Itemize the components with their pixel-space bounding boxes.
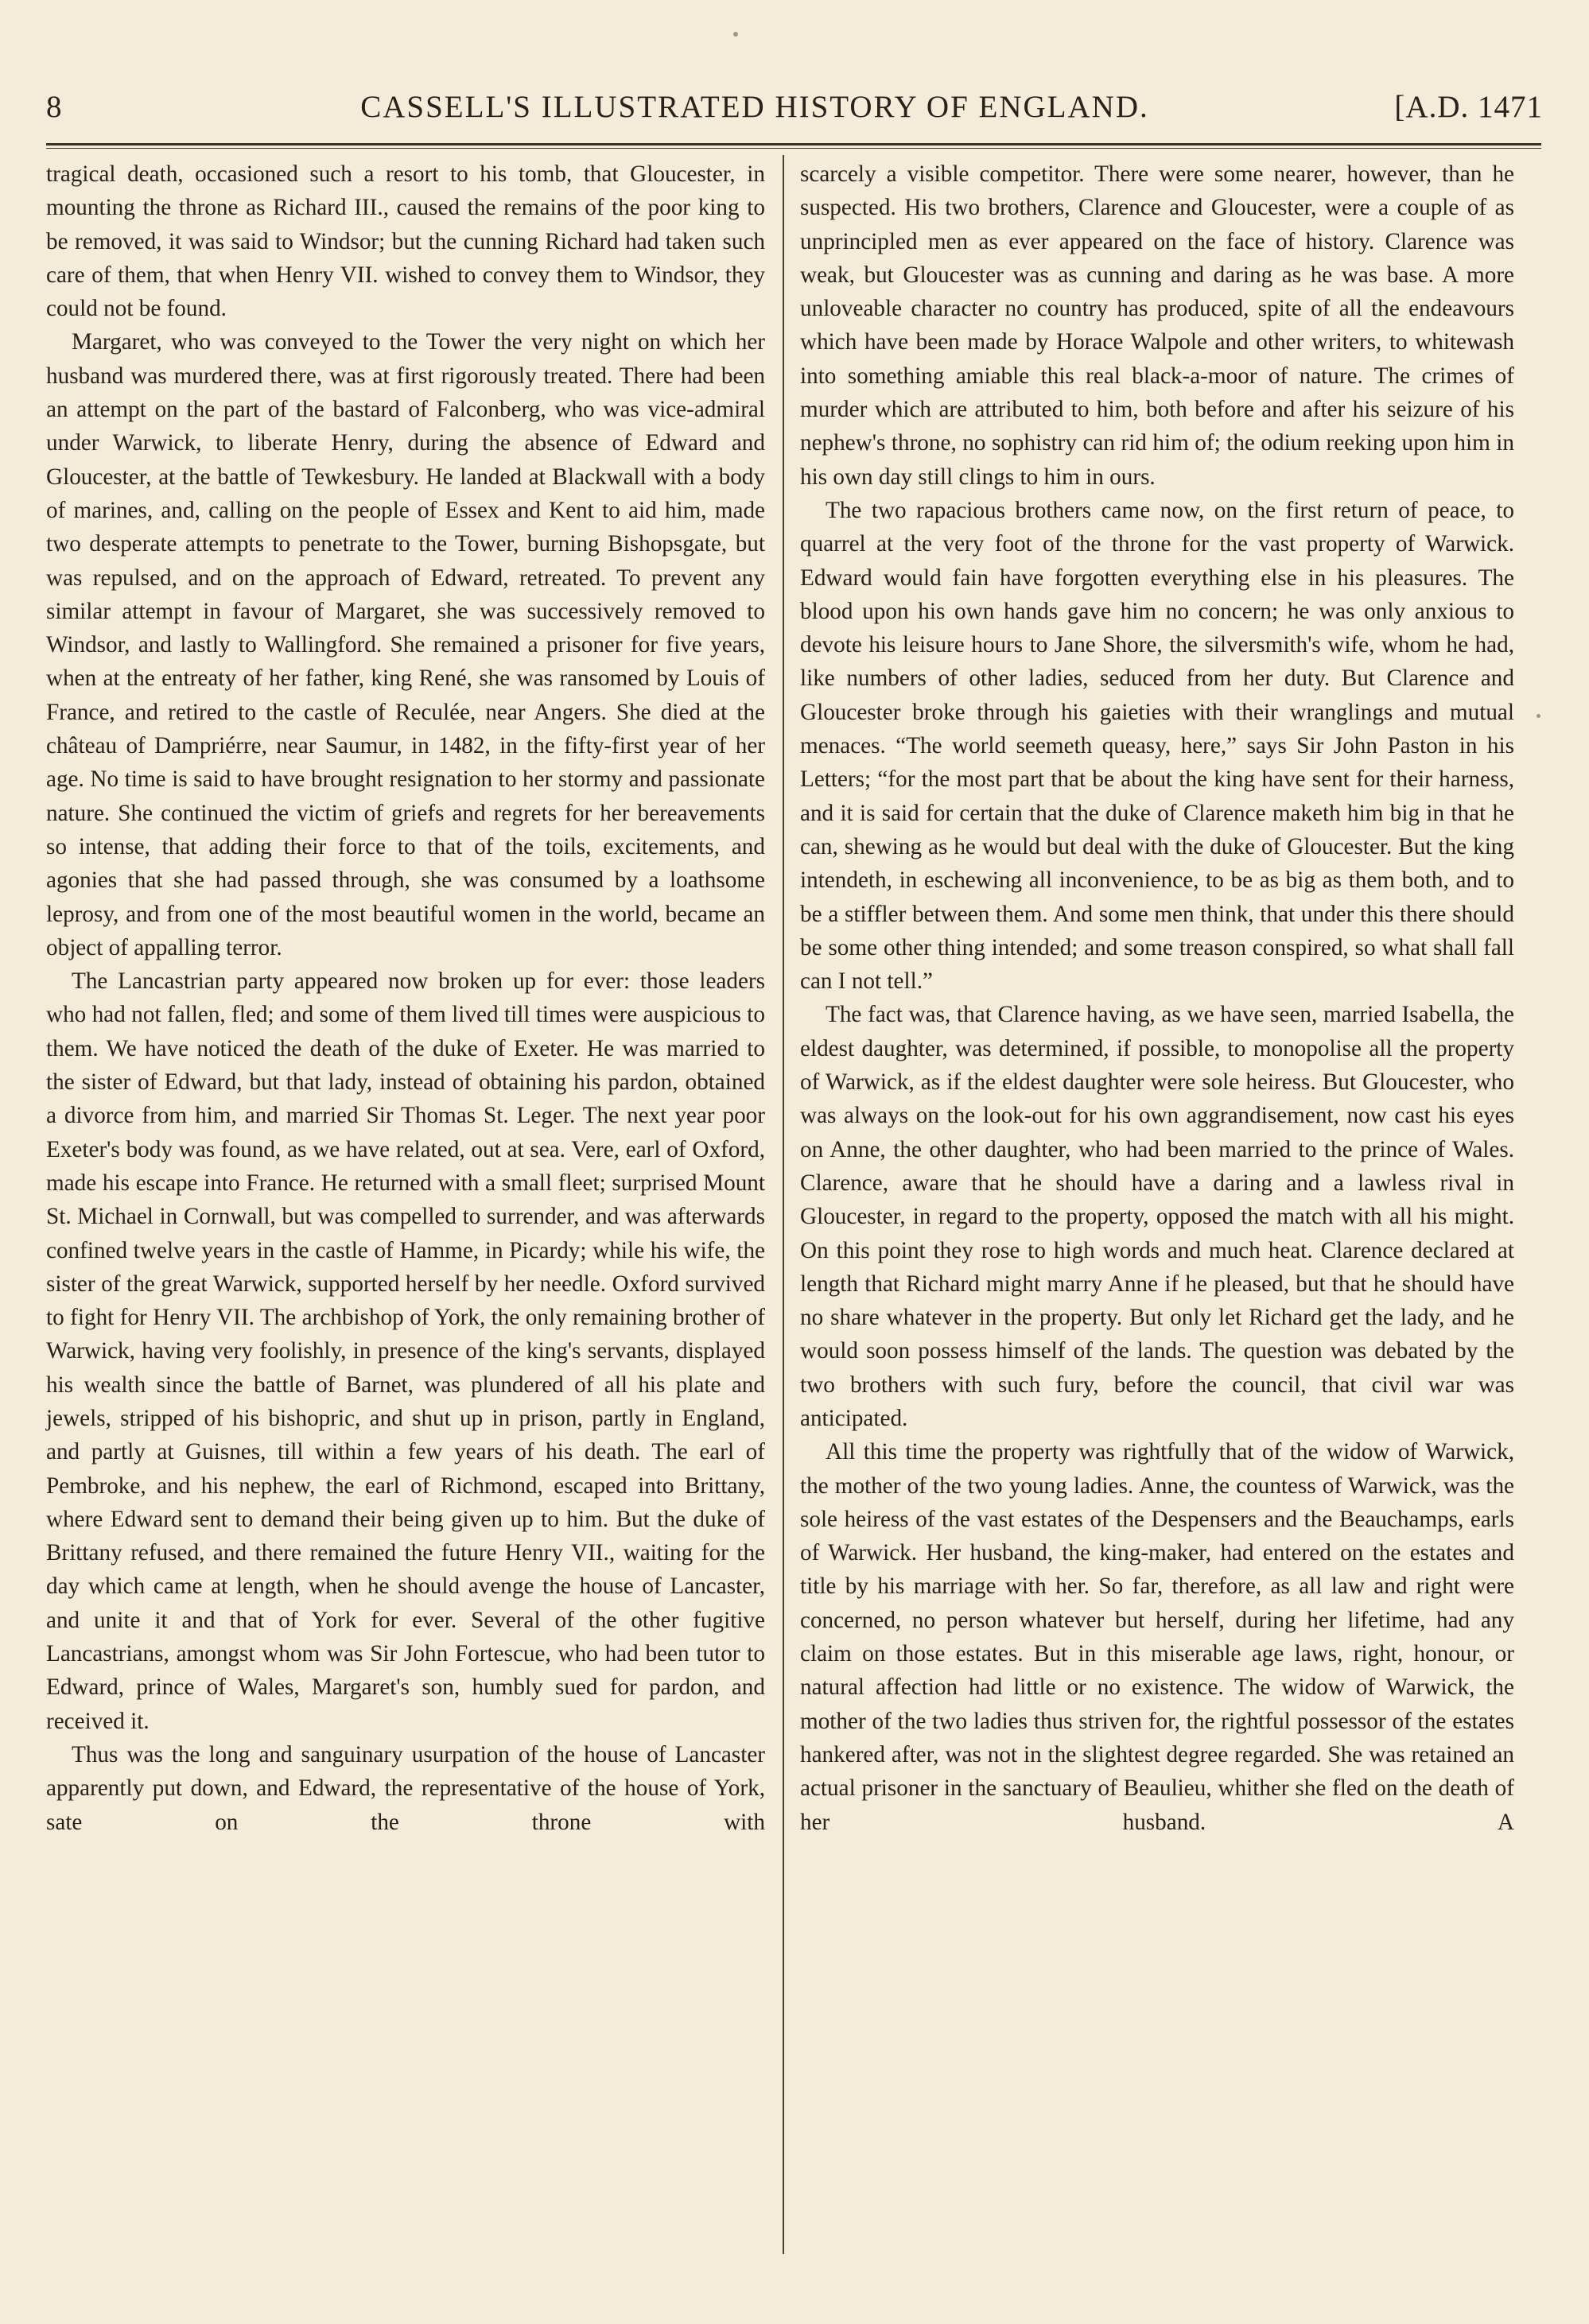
paragraph: scarcely a visible competitor. There were some nearer, however, than he suspected. His two brothers, Clarence and Gloucester, were a couple of as unprincipled men as ever appeared on the face of history. Clarence was weak, but Gloucester was as cunning and daring as he was base. A more unloveable character no country has produced, spite of all the endeavours which have been made by Horace Walpole and other writers, to whitewash into something amiable this real black-a-moor of nature. The crimes of murder which are attributed to him, both before and after his seizure of his nephew's throne, no sophistry can rid him of; the odium reeking upon him in his own day still clings to him in ours. [800, 161, 1514, 490]
paragraph: The two rapacious brothers came now, on the first return of peace, to quarrel at the very foot of the throne for the vast property of Warwick. Edward would fain have forgotten everything else in his pleasures. The blood upon his own hands gave him no concern; he was only anxious to devote his leisure hours to Jane Shore, the silversmith's wife, whom he had, like numbers of other ladies, seduced from her duty. But Clarence and Gloucester broke through his gaieties with their wranglings and mutual menaces. “The world seemeth queasy, here,” says Sir John Paston in his Letters; “for the most part that be about the king have sent for their harness, and it is said for certain that the duke of Clarence maketh him big in that he can, shewing as he would but deal with the duke of Gloucester. But the king intendeth, in eschewing all inconvenience, to be as big as them both, and to be a stiffler between them. And some men think, that under this there should be some other thing intended; and some treason conspired, so what shall fall can I not tell.” [800, 497, 1514, 995]
right-column [800, 157, 1514, 1839]
paragraph: Thus was the long and sanguinary usurpation of the house of Lancaster apparently put down, and Edward, the representative of the house of York, sate on the throne with [46, 1741, 765, 1835]
column-divider [783, 155, 784, 2254]
left-column [46, 157, 765, 1839]
paragraph: The Lancastrian party appeared now broken up for ever: those leaders who had not fallen, fled; and some of them lived till times were auspicious to them. We have noticed the death of the duke of Exeter. He was married to the sister of Edward, but that lady, instead of obtaining his pardon, obtained a divorce from him, and married Sir Thomas St. Leger. The next year poor Exeter's body was found, as we have related, out at sea. Vere, earl of Oxford, made his escape into France. He returned with a small fleet; surprised Mount St. Michael in Cornwall, but was compelled to surrender, and was afterwards confined twelve years in the castle of Hamme, in Picardy; while his wife, the sister of the great Warwick, supported herself by her needle. Oxford survived to fight for Henry VII. The archbishop of York, the only remaining brother of Warwick, having very foolishly, in presence of the king's servants, displayed his wealth since the battle of Barnet, was plundered of all his plate and jewels, stripped of his bishopric, and shut up in prison, partly in England, and partly at Guisnes, till within a few years of his death. The earl of Pembroke, and his nephew, the earl of Richmond, escaped into Brittany, where Edward sent to demand their being given up to him. But the duke of Brittany refused, and there remained the future Henry VII., waiting for the day which came at length, when he should avenge the house of Lancaster, and unite it and that of York for ever. Several of the other fugitive Lancastrians, amongst whom was Sir John Fortescue, who had been tutor to Edward, prince of Wales, Margaret's son, humbly sued for pardon, and received it. [46, 968, 765, 1734]
paragraph: All this time the property was rightfully that of the widow of Warwick, the mother of the two young ladies. Anne, the countess of Warwick, was the sole heiress of the vast estates of the Despensers and the Beauchamps, earls of Warwick. Her husband, the king-maker, had entered on the estates and title by his marriage with her. So far, therefore, as all law and right were concerned, no person whatever but herself, during her lifetime, had any claim on those estates. But in this miserable age laws, right, honour, or natural affection had little or no existence. The widow of Warwick, the mother of the two ladies thus striven for, the rightful possessor of the estates hankered after, was not in the slightest degree regarded. She was retained an actual prisoner in the sanctuary of Beaulieu, whither she fled on the death of her husband. A [800, 1439, 1514, 1835]
paragraph: tragical death, occasioned such a resort to his tomb, that Gloucester, in mounting the throne as Richard III., caused the remains of the poor king to be removed, it was said to Windsor; but the cunning Richard had taken such care of them, that when Henry VII. wished to convey them to Windsor, they could not be found. [46, 161, 765, 322]
paper-speck [1537, 714, 1540, 718]
page-number: 8 [46, 90, 63, 124]
paragraph: Margaret, who was conveyed to the Tower the very night on which her husband was murdered there, was at first rigorously treated. There had been an attempt on the part of the bastard of Falconberg, who was vice-admiral under Warwick, to liberate Henry, during the absence of Edward and Gloucester, at the battle of Tewkesbury. He landed at Blackwall with a body of marines, and, calling on the people of Essex and Kent to aid him, made two desperate attempts to penetrate to the Tower, burning Bishopsgate, but was repulsed, and on the approach of Edward, retreated. To prevent any similar attempt in favour of Margaret, she was successively removed to Windsor, and lastly to Wallingford. She remained a prisoner for five years, when at the entreaty of her father, king René, she was ransomed by Louis of France, and retired to the castle of Reculée, near Angers. She died at the château of Dampriérre, near Saumur, in 1482, in the fifty-first year of her age. No time is said to have brought resignation to her stormy and passionate nature. She continued the victim of griefs and regrets for her bereavements so intense, that adding their force to that of the toils, excitements, and agonies that she had passed through, she was consumed by a loathsome leprosy, and from one of the most beautiful women in the world, became an object of appalling terror. [46, 329, 765, 960]
paper-speck [733, 32, 738, 37]
running-header [46, 89, 1543, 137]
header-rule [46, 143, 1541, 145]
paragraph: The fact was, that Clarence having, as we have seen, married Isabella, the eldest daughter, was determined, if possible, to monopolise all the property of Warwick, as if the eldest daughter were sole heiress. But Gloucester, who was always on the look-out for his own aggrandisement, now cast his eyes on Anne, the other daughter, who had been married to the prince of Wales. Clarence, aware that he should have a daring and a lawless rival in Gloucester, in regard to the property, opposed the match with all his might. On this point they rose to high words and much heat. Clarence declared at length that Richard might marry Anne if he pleased, but that he should have no share whatever in the property. But only let Richard get the lady, and he would soon possess himself of the lands. The question was debated by the two brothers with such fury, before the council, that civil war was anticipated. [800, 1002, 1514, 1431]
running-title: CASSELL'S ILLUSTRATED HISTORY OF ENGLAND. [360, 90, 1149, 124]
date-marker: [A.D. 1471 [1394, 90, 1543, 124]
header-rule-thin [46, 148, 1541, 149]
